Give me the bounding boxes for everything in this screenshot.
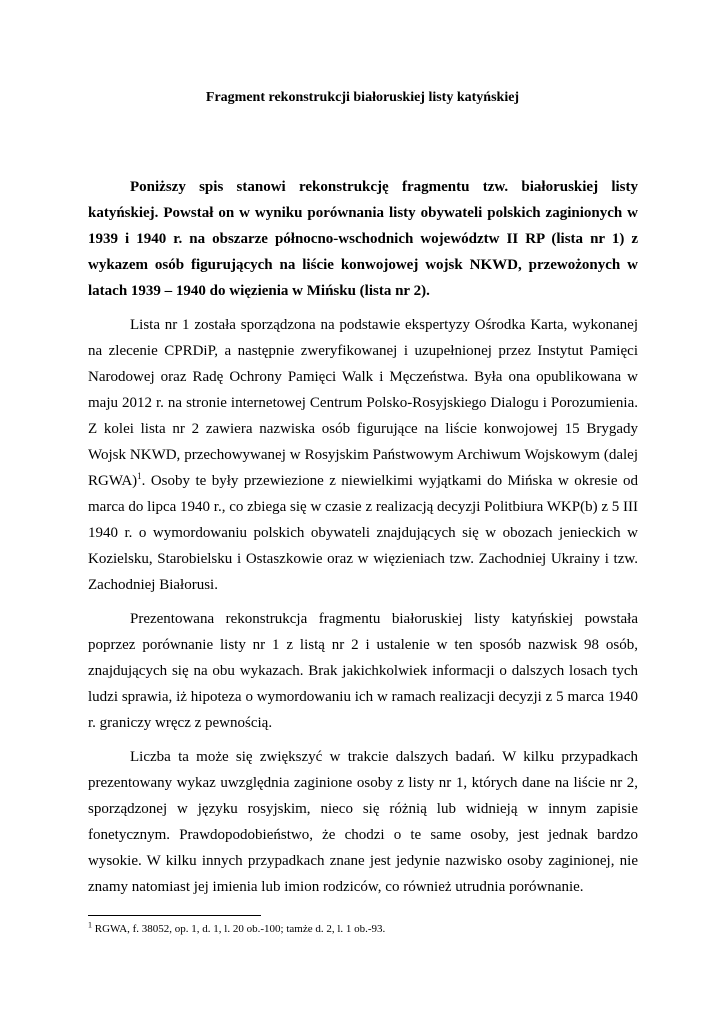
paragraph-1-text-a: Lista nr 1 została sporządzona na podstawie ekspertyzy Ośrodka Karta, wykonanej na zlecenie CPRDiP, a następnie zweryfikowanej i uzupełnionej przez Instytut Pamięci Narodowej oraz Radę Ochrony Pamięci Walk i Męczeństwa. Była ona opublikowana w maju 2012 r. na stronie internetowej Centrum Polsko-Rosyjskiego Dialogu i Porozumienia. Z kolei lista nr 2 zawiera nazwiska osób figurujące na liście konwojowej 15 Brygady Wojsk NKWD, przechowywanej w Rosyjskim Państwowym Archiwum Wojskowym (dalej RGWA) (88, 317, 638, 489)
paragraph-1 (88, 312, 638, 598)
footnote-divider (88, 915, 261, 916)
footnote (88, 922, 638, 936)
footnote-mark: 1 (88, 920, 92, 930)
paragraph-3: Liczba ta może się zwiększyć w trakcie dalszych badań. W kilku przypadkach prezentowany wykaz uwzględnia zaginione osoby z listy nr 1, których dane na liście nr 2, sporządzonej w języku rosyjskim, nieco się różnią lub widnieją w innym zapisie fonetycznym. Prawdopodobieństwo, że chodzi o te same osoby, jest jednak bardzo wysokie. W kilku innych przypadkach znane jest jedynie nazwisko osoby zaginionej, nie znamy natomiast jej imienia lub imion rodziców, co również utrudnia porównanie. (88, 749, 638, 895)
page-title: Fragment rekonstrukcji białoruskiej listy katyńskiej (205, 90, 520, 105)
paragraph-2: Prezentowana rekonstrukcja fragmentu białoruskiej listy katyńskiej powstała poprzez porównanie listy nr 1 z listą nr 2 i ustalenie w ten sposób nazwisk 98 osób, znajdujących się na obu wykazach. Brak jakichkolwiek informacji o dalszych losach tych ludzi sprawia, iż hipoteza o wymordowaniu ich w ramach realizacji decyzji z 5 marca 1940 r. graniczy wręcz z pewnością. (88, 611, 638, 731)
footnote-text: RGWA, f. 38052, op. 1, d. 1, l. 20 ob.-100; tamże d. 2, l. 1 ob.-93. (92, 923, 386, 935)
footnote-reference: 1 (137, 471, 142, 481)
intro-paragraph: Poniższy spis stanowi rekonstrukcję fragmentu tzw. białoruskiej listy katyńskiej. Powstał on w wyniku porównania listy obywateli polskich zaginionych w 1939 i 1940 r. na obszarze północno-wschodnich województw II RP (lista nr 1) z wykazem osób figurujących na liście konwojowej wojsk NKWD, przewożonych w latach 1939 – 1940 do więzienia w Mińsku (lista nr 2). (88, 179, 638, 299)
paragraph-1-text-b: . Osoby te były przewiezione z niewielkimi wyjątkami do Mińska w okresie od marca do lipca 1940 r., co zbiega się w czasie z realizacją decyzji Politbiura WKP(b) z 5 III 1940 r. o wymordowaniu polskich obywateli znajdujących się w obozach jenieckich w Kozielsku, Starobielsku i Ostaszkowie oraz w więzieniach tzw. Zachodniej Ukrainy i tzw. Zachodniej Białorusi. (88, 473, 638, 593)
document-body (88, 174, 638, 908)
